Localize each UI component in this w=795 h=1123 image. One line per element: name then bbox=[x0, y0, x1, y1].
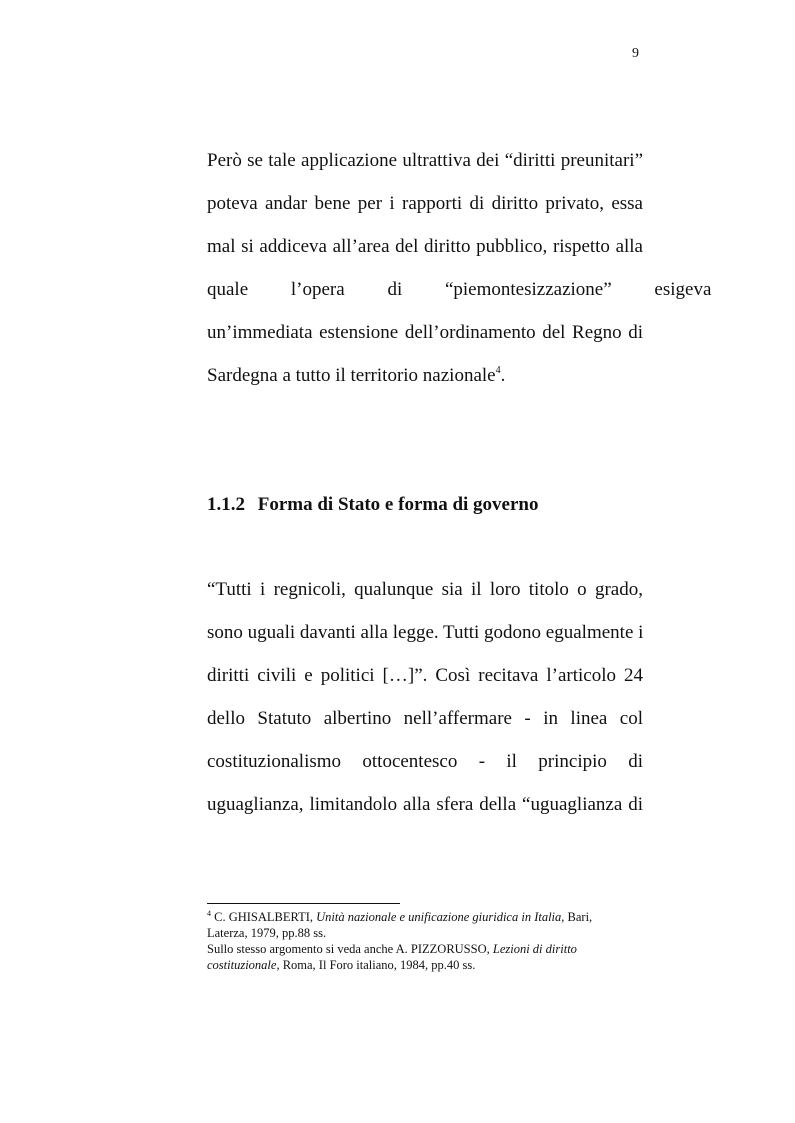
section-title: Forma di Stato e forma di governo bbox=[257, 494, 539, 515]
paragraph-line: poteva andar bene per i rapporti di diritto privato, essa bbox=[207, 193, 643, 214]
footnote-text: Bari, bbox=[564, 910, 593, 924]
paragraph-last-line bbox=[207, 365, 643, 387]
footnote-text: Sullo stesso argomento si veda anche A. PIZZORUSSO, bbox=[207, 942, 493, 956]
footnote-marker: 4 bbox=[207, 909, 211, 918]
section-heading bbox=[207, 494, 538, 516]
paragraph-line: dello Statuto albertino nell’affermare - in linea col bbox=[207, 708, 643, 729]
paragraph-line: un’immediata estensione dell’ordinamento del Regno di bbox=[207, 322, 643, 343]
footnote-reference[interactable]: 4 bbox=[495, 365, 501, 376]
paragraph-line: quale l’opera di “piemontesizzazione” esigeva bbox=[207, 279, 712, 300]
paragraph-line: sono uguali davanti alla legge. Tutti godono egualmente i bbox=[207, 622, 644, 643]
footnote-book-title: Lezioni di diritto bbox=[492, 942, 577, 956]
paragraph-line: costituzionalismo ottocentesco - il principio di bbox=[207, 751, 643, 772]
footnote-line bbox=[207, 941, 577, 957]
page-number: 9 bbox=[632, 46, 639, 61]
paragraph-line: “Tutti i regnicoli, qualunque sia il loro titolo o grado, bbox=[207, 579, 643, 600]
paragraph-line: mal si addiceva all’area del diritto pubblico, rispetto alla bbox=[207, 236, 643, 257]
paragraph-line-text: Sardegna a tutto il territorio nazionale bbox=[207, 365, 496, 386]
period: . bbox=[500, 365, 506, 386]
footnote-author: C. GHISALBERTI, bbox=[211, 910, 317, 924]
footnote-line: Laterza, 1979, pp.88 ss. bbox=[207, 926, 327, 940]
footnote-line bbox=[207, 909, 592, 925]
paragraph-line: uguaglianza, limitandolo alla sfera della “uguaglianza di bbox=[207, 794, 643, 815]
footnote-text: Roma, Il Foro italiano, 1984, pp.40 ss. bbox=[279, 958, 476, 972]
paragraph-line: Però se tale applicazione ultrattiva dei “diritti preunitari” bbox=[207, 150, 643, 171]
footnote-separator bbox=[207, 903, 400, 904]
footnote-line bbox=[207, 957, 475, 973]
footnote-book-title: costituzionale, bbox=[207, 958, 280, 972]
paragraph-line: diritti civili e politici […]”. Così recitava l’articolo 24 bbox=[207, 665, 643, 686]
footnote-book-title: Unità nazionale e unificazione giuridica in Italia, bbox=[316, 910, 565, 924]
section-number: 1.1.2 bbox=[207, 494, 245, 515]
